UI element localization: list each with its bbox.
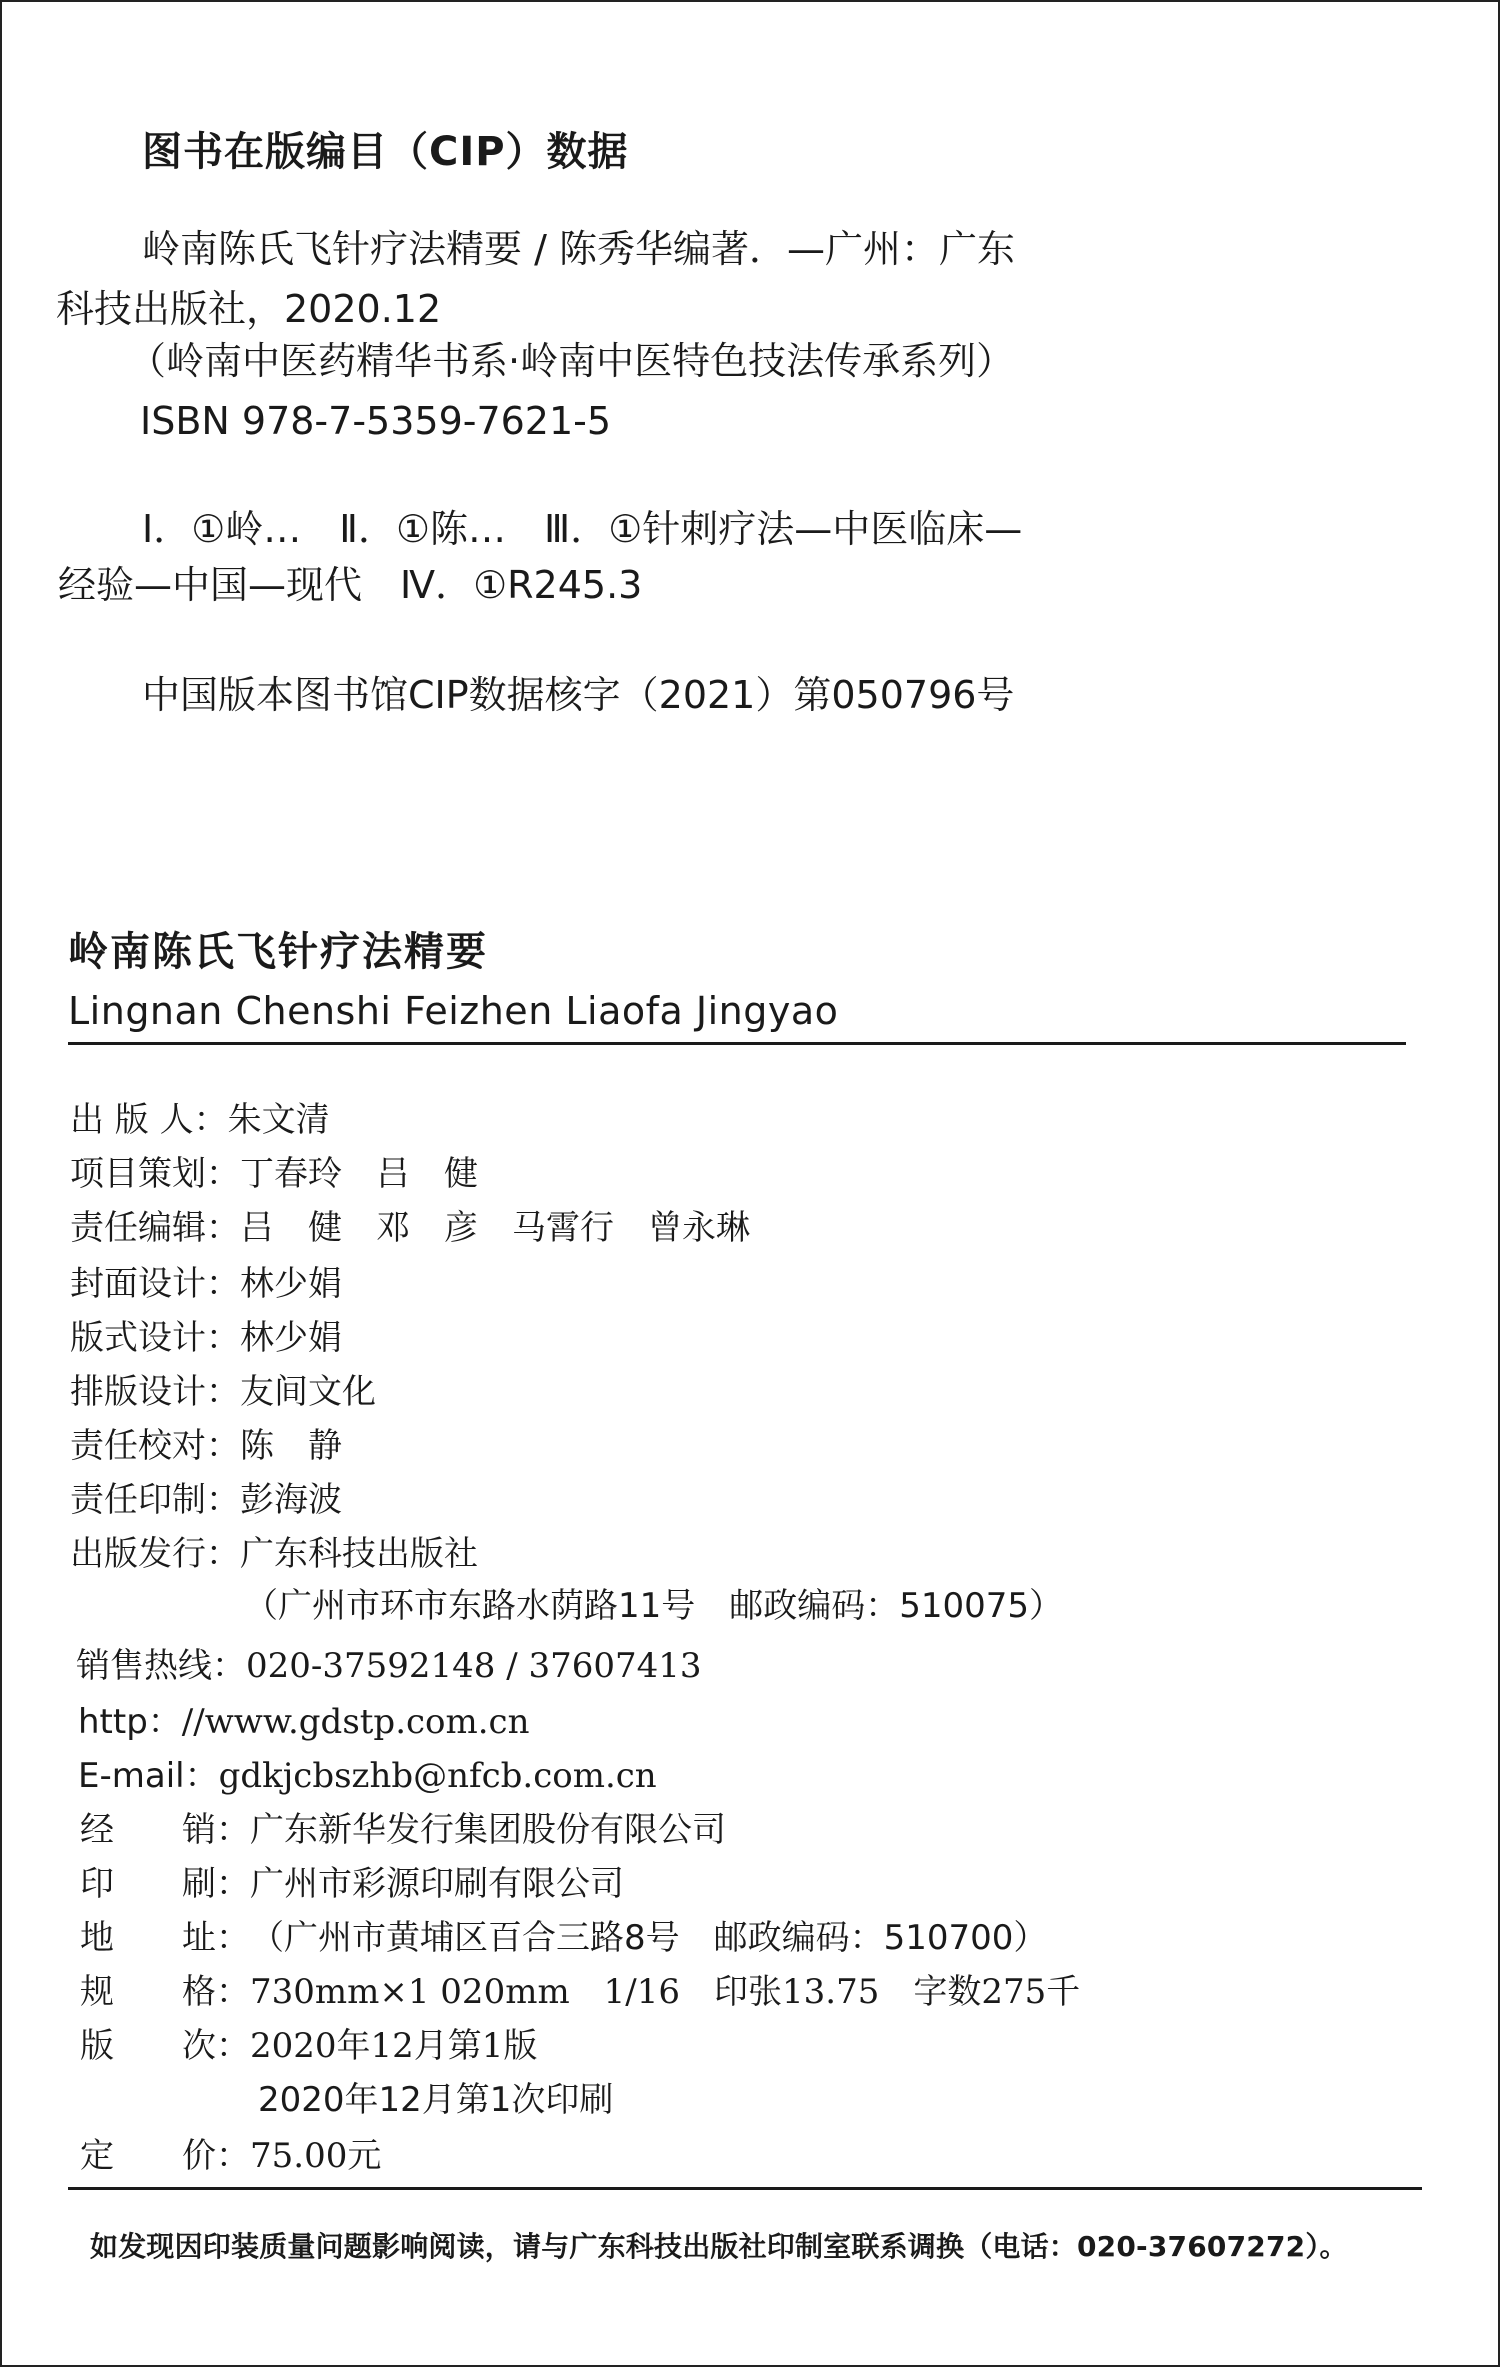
credit-label: 项目策划： [70,1154,240,1194]
cip-heading: 图书在版编目（CIP）数据 [142,129,629,175]
website-link[interactable]: //www.gdstp.com.cn [181,1702,530,1742]
credit-value: 彭海波 [240,1480,342,1520]
credit-cover-design [70,1256,342,1305]
credit-label: 定 价： [80,2136,250,2176]
credit-value: 丁春玲 吕 健 [240,1154,478,1194]
credit-label: 版式设计： [70,1318,240,1358]
book-title-block [68,920,838,1033]
credit-hotline [76,1638,702,1687]
credit-printer [80,1856,624,1905]
cip-publisher-line: 科技出版社，2020.12 [56,287,442,331]
credit-label: 出 版 人： [70,1100,228,1140]
quality-notice: 如发现因印装质量问题影响阅读，请与广东科技出版社印制室联系调换（电话：020-37607272）。 [90,2230,1348,2263]
cip-classification-line-1: Ⅰ．①岭… Ⅱ．①陈… Ⅲ．①针刺疗法—中医临床— [142,507,1023,551]
credit-specs [80,1964,1080,2013]
credit-value: 广州市彩源印刷有限公司 [250,1864,624,1904]
credit-distribution-address: （广州市环市东路水荫路11号 邮政编码：510075） [244,1586,1064,1626]
credit-label: 版 次： [80,2026,250,2066]
credit-address [80,1910,1047,1959]
cip-classification-line-2: 经验—中国—现代 Ⅳ．①R245.3 [58,563,643,607]
credit-value: 友间文化 [240,1372,376,1412]
email-link[interactable]: gdkjcbszhb@nfcb.com.cn [218,1756,657,1796]
credit-responsible-editor [70,1200,750,1249]
credit-email [78,1748,657,1797]
credit-value: （广州市黄埔区百合三路8号 邮政编码：510700） [250,1918,1048,1958]
credit-label: E-mail： [78,1756,219,1796]
credit-website [78,1694,530,1743]
credit-label: 排版设计： [70,1372,240,1412]
book-title: 岭南陈氏飞针疗法精要 [68,929,488,975]
credit-label: 印 刷： [80,1864,250,1904]
credit-label: 销售热线： [76,1646,246,1686]
credit-value: 吕 健 邓 彦 马霄行 曾永琳 [240,1208,750,1248]
cip-title-line: 岭南陈氏飞针疗法精要 / 陈秀华编著．—广州：广东 [142,227,1015,271]
credit-distribution [70,1526,478,1575]
cip-isbn-line: ISBN 978-7-5359-7621-5 [140,399,612,443]
credit-value: 730mm×1 020mm 1/16 印张13.75 字数275千 [250,1972,1081,2012]
credit-typesetting [70,1364,376,1413]
credit-label: 经 销： [80,1810,250,1850]
credit-project-planning [70,1146,478,1195]
credit-printing-supervisor [70,1472,342,1521]
credit-label: 出版发行： [70,1534,240,1574]
credit-label: 责任校对： [70,1426,240,1466]
credit-value: 林少娟 [240,1318,342,1358]
credit-value: 020-37592148 / 37607413 [246,1646,702,1686]
credit-value: 2020年12月第1版 [250,2026,538,2066]
credit-label: 责任印制： [70,1480,240,1520]
credit-label: 地 址： [80,1918,250,1958]
credit-printing: 2020年12月第1次印刷 [258,2080,614,2120]
credit-value: 75.00元 [250,2136,382,2176]
credit-dealer [80,1802,726,1851]
credit-label: 责任编辑： [70,1208,240,1248]
book-title-pinyin: Lingnan Chenshi Feizhen Liaofa Jingyao [68,989,839,1033]
credit-price [80,2128,381,2177]
top-divider [68,1042,1406,1045]
bottom-divider [68,2187,1422,2190]
credit-value: 广东科技出版社 [240,1534,478,1574]
credit-value: 广东新华发行集团股份有限公司 [250,1810,726,1850]
credit-format-design [70,1310,342,1359]
credit-value: 朱文清 [227,1100,330,1140]
credit-publisher-person [70,1092,330,1141]
credit-proofreading [70,1418,342,1467]
cip-verification-line: 中国版本图书馆CIP数据核字（2021）第050796号 [142,673,1015,717]
credit-label: http： [78,1702,182,1742]
credit-label: 规 格： [80,1972,250,2012]
cip-series-line: （岭南中医药精华书系·岭南中医特色技法传承系列） [128,339,1015,383]
credit-label: 封面设计： [70,1264,240,1304]
credit-value: 陈 静 [240,1426,342,1466]
credit-edition [80,2018,537,2067]
credit-value: 林少娟 [240,1264,342,1304]
